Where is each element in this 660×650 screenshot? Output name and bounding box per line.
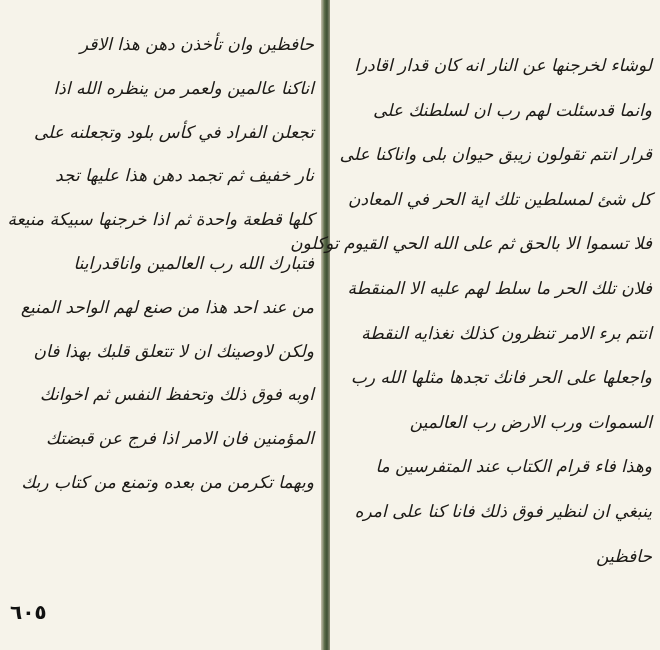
text-line: انتم برء الامر تنظرون كذلك نغذايه النقطة xyxy=(361,323,652,344)
text-line: المؤمنين فان الامر اذا فرج عن قبضتك xyxy=(46,429,314,450)
left-page-text xyxy=(8,24,314,506)
text-line: اوبه فوق ذلك وتحفظ النفس ثم اخوانك xyxy=(39,385,314,406)
text-line: وانما قدسئلت لهم رب ان لسلطنك على xyxy=(373,100,652,121)
text-line: قرار انتم تقولون زيبق حيوان بلى واناكنا على xyxy=(339,145,652,166)
text-line: اناكنا عالمين ولعمر من ينظره الله اذا xyxy=(53,78,314,99)
text-line: فلا تسموا الا بالحق ثم على الله الحي القيوم توكلون xyxy=(290,234,652,255)
text-line: كل شئ لمسلطين تلك اية الحر في المعادن xyxy=(348,189,652,210)
text-line: حافظين xyxy=(596,546,652,567)
text-line: وبهما تكرمن من بعده وتمنع من كتاب ربك xyxy=(21,472,314,493)
text-line: من عند احد هذا من صنع لهم الواحد المنيع xyxy=(20,297,314,318)
text-line: نار خفيف ثم تجمد دهن هذا عليها تجد xyxy=(55,166,314,187)
right-page-text xyxy=(290,44,652,579)
text-line: فلان تلك الحر ما سلط لهم عليه الا المنقطة xyxy=(347,278,652,299)
text-line: تجعلن الفراد في كأس بلود وتجعلنه على xyxy=(33,122,314,143)
text-line: السموات ورب الارض رب العالمين xyxy=(409,412,652,433)
left-page xyxy=(0,0,322,650)
text-line: كلها قطعة واحدة ثم اذا خرجنها سبيكة منيعة xyxy=(7,210,314,231)
page-number: ٦٠٥ xyxy=(10,600,47,624)
text-line: وهذا فاء قرام الكتاب عند المتفرسين ما xyxy=(375,457,652,478)
right-page xyxy=(290,0,660,650)
text-line: فتبارك الله رب العالمين واناقدراينا xyxy=(73,253,314,274)
text-line: ولكن لاوصينك ان لا تتعلق قلبك بهذا فان xyxy=(33,341,314,362)
text-line: ينبغي ان لنظير فوق ذلك فانا كنا على امره xyxy=(354,501,652,522)
text-line: حافظين وان تأخذن دهن هذا الاقر xyxy=(79,35,314,55)
text-line: لوشاء لخرجنها عن النار انه كان قدار اقادرا xyxy=(354,56,652,76)
text-line: واجعلها على الحر فانك تجدها مثلها الله رب xyxy=(350,368,652,389)
